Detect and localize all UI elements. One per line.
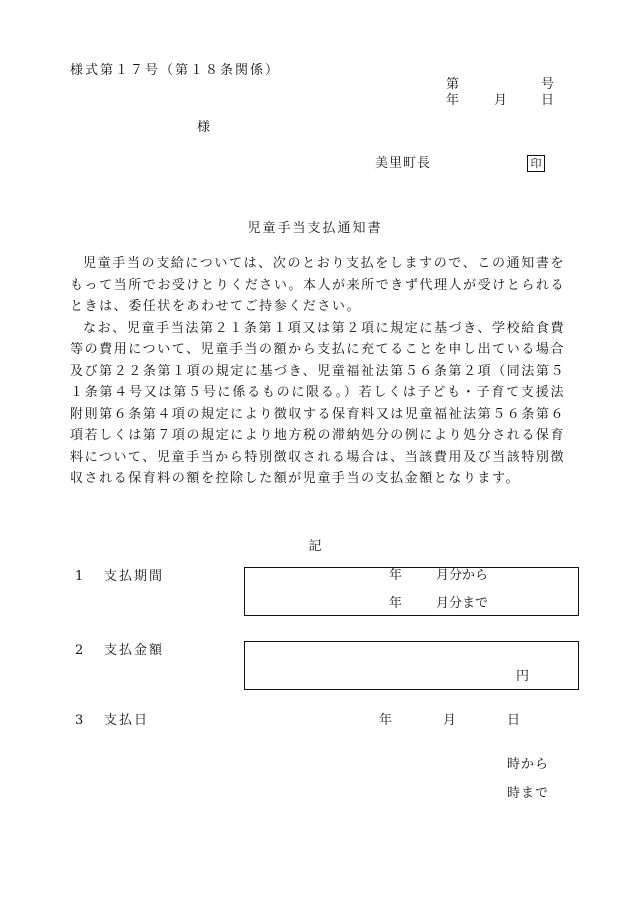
time-from: 時から <box>507 757 550 772</box>
period-to-month: 月分まで <box>436 596 489 611</box>
doc-number-go: 号 <box>540 77 554 92</box>
period-to-year: 年 <box>389 596 403 611</box>
doc-date-year: 年 <box>446 93 460 108</box>
time-to: 時まで <box>507 786 550 801</box>
issuer-name: 美里町長 <box>375 156 432 171</box>
document-title: 児童手当支払通知書 <box>247 221 383 236</box>
period-from-year: 年 <box>389 568 403 583</box>
doc-date-month: 月 <box>494 93 508 108</box>
payday-day: 日 <box>507 713 521 728</box>
payment-amount-box <box>244 641 579 690</box>
body-paragraph: なお、児童手当法第２１条第１項又は第２項に規定に基づき、学校給食費等の費用について、児童手当の額から支払に充てることを申し出ている場合及び第２２条第１項の規定に基づき、児童福祉法第５６条第２項（同法第５１条第４号又は第５号に係るものに限る。）若しくは子ども・子育て支援法附則第６条第４項の規定により徴収する保育料又は児童福祉法第５６条第６項若しくは第７項の規定により地方税の滞納処分の例により処分される保育料について、児童手当から特別徴収される場合は、当該費用及び当該特別徴収される保育料の額を控除した額が児童手当の支払金額となります。 <box>70 320 565 486</box>
item-2-label: 支払金額 <box>104 643 165 658</box>
item-1-number: 1 <box>75 569 84 584</box>
form-number: 様式第１７号（第１８条関係） <box>70 63 281 78</box>
ki-heading: 記 <box>308 539 322 554</box>
item-3-number: 3 <box>75 713 84 728</box>
body-text <box>70 253 565 490</box>
payday-month: 月 <box>443 713 457 728</box>
payday-year: 年 <box>379 713 393 728</box>
doc-date-day: 日 <box>540 93 554 108</box>
doc-number-dai: 第 <box>446 77 460 92</box>
item-2-number: 2 <box>75 643 84 658</box>
item-3-label: 支払日 <box>104 713 150 728</box>
item-1-label: 支払期間 <box>104 569 165 584</box>
amount-unit: 円 <box>516 669 530 684</box>
body-paragraph: 児童手当の支給については、次のとおり支払をしますので、この通知書をもって当所でお受けとりください。本人が来所できず代理人が受けとられるときは、委任状をあわせてご持参ください。 <box>70 256 565 314</box>
period-from-month: 月分から <box>436 568 489 583</box>
seal-mark: 印 <box>527 155 545 172</box>
addressee-suffix: 様 <box>197 120 211 135</box>
payment-period-box <box>244 567 579 616</box>
